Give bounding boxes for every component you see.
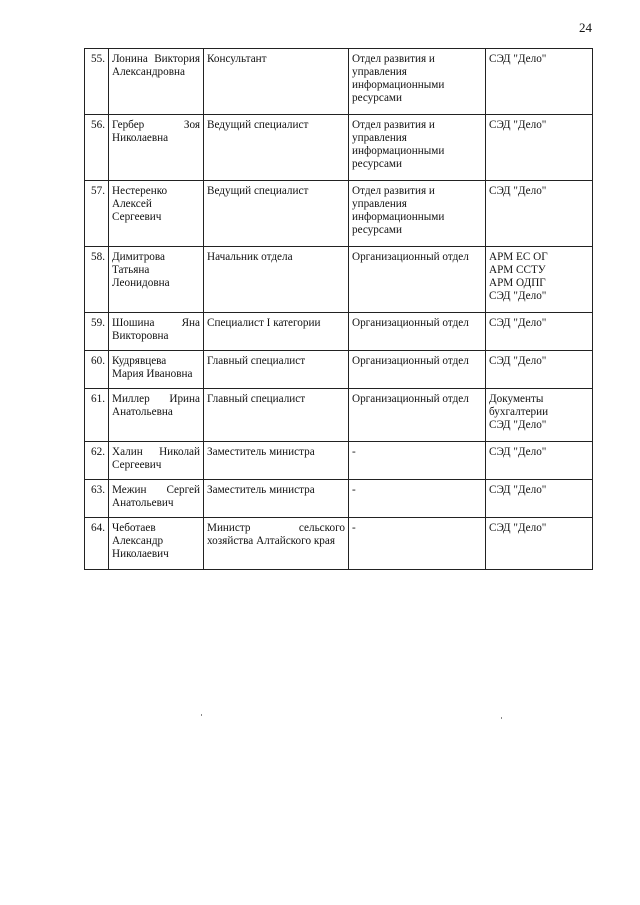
- table-row: [85, 181, 593, 247]
- system-access-list: [486, 247, 593, 313]
- row-number: 63.: [85, 480, 109, 518]
- system-access-list: [486, 181, 593, 247]
- employee-name: Димитрова Татьяна Леонидовна: [109, 247, 204, 313]
- employee-position: Специалист I категории: [204, 313, 349, 351]
- row-number: 56.: [85, 115, 109, 181]
- page-number: 24: [579, 20, 592, 35]
- table-row: [85, 442, 593, 480]
- system-access-item: СЭД "Дело": [489, 119, 547, 131]
- row-number: 60.: [85, 351, 109, 389]
- row-number: 58.: [85, 247, 109, 313]
- system-access-list: [486, 389, 593, 442]
- system-access-item: СЭД "Дело": [489, 185, 547, 197]
- staff-access-table: [84, 48, 593, 570]
- table-row: [85, 389, 593, 442]
- scan-speck: [201, 714, 202, 716]
- employee-name: Гербер Зоя Николаевна: [109, 115, 204, 181]
- employee-name: Халин Николай Сергеевич: [109, 442, 204, 480]
- employee-name: Лонина Виктория Александровна: [109, 49, 204, 115]
- scan-speck: [501, 717, 502, 719]
- system-access-list: [486, 442, 593, 480]
- system-access-item: СЭД "Дело": [489, 355, 547, 367]
- employee-position: Заместитель министра: [204, 480, 349, 518]
- system-access-item: АРМ ЕС ОГ: [489, 251, 548, 263]
- employee-department: Отдел развития и управления информационными ресурсами: [349, 49, 486, 115]
- system-access-item: СЭД "Дело": [489, 290, 547, 302]
- system-access-list: [486, 313, 593, 351]
- staff-table-body: [85, 49, 593, 570]
- employee-position: Главный специалист: [204, 389, 349, 442]
- row-number: 61.: [85, 389, 109, 442]
- system-access-item: СЭД "Дело": [489, 522, 547, 534]
- employee-department: Организационный отдел: [349, 247, 486, 313]
- employee-name: Шошина Яна Викторовна: [109, 313, 204, 351]
- table-row: [85, 351, 593, 389]
- employee-department: Организационный отдел: [349, 351, 486, 389]
- row-number: 59.: [85, 313, 109, 351]
- employee-position: Консультант: [204, 49, 349, 115]
- table-row: [85, 49, 593, 115]
- table-row: [85, 247, 593, 313]
- employee-position: Начальник отдела: [204, 247, 349, 313]
- system-access-list: [486, 115, 593, 181]
- system-access-item: СЭД "Дело": [489, 419, 547, 431]
- table-row: [85, 480, 593, 518]
- table-row: [85, 115, 593, 181]
- employee-department: Отдел развития и управления информационными ресурсами: [349, 181, 486, 247]
- system-access-list: [486, 49, 593, 115]
- table-row: [85, 313, 593, 351]
- row-number: 55.: [85, 49, 109, 115]
- employee-name: Чеботаев Александр Николаевич: [109, 518, 204, 570]
- system-access-item: СЭД "Дело": [489, 484, 547, 496]
- system-access-item: СЭД "Дело": [489, 317, 547, 329]
- employee-department: -: [349, 518, 486, 570]
- employee-name: Кудрявцева Мария Ивановна: [109, 351, 204, 389]
- employee-department: -: [349, 480, 486, 518]
- employee-name: Миллер Ирина Анатольевна: [109, 389, 204, 442]
- employee-name: Межин Сергей Анатольевич: [109, 480, 204, 518]
- employee-department: Организационный отдел: [349, 313, 486, 351]
- employee-department: -: [349, 442, 486, 480]
- employee-name: Нестеренко Алексей Сергеевич: [109, 181, 204, 247]
- system-access-item: СЭД "Дело": [489, 446, 547, 458]
- system-access-item: АРМ ССТУ: [489, 264, 546, 276]
- employee-position: Ведущий специалист: [204, 115, 349, 181]
- employee-position: Министр сельского хозяйства Алтайского края: [204, 518, 349, 570]
- employee-position: Главный специалист: [204, 351, 349, 389]
- system-access-item: СЭД "Дело": [489, 53, 547, 65]
- system-access-item: Документы бухгалтерии: [489, 393, 549, 418]
- employee-department: Отдел развития и управления информационными ресурсами: [349, 115, 486, 181]
- system-access-item: АРМ ОДПГ: [489, 277, 546, 289]
- system-access-list: [486, 518, 593, 570]
- system-access-list: [486, 351, 593, 389]
- row-number: 57.: [85, 181, 109, 247]
- employee-position: Заместитель министра: [204, 442, 349, 480]
- table-row: [85, 518, 593, 570]
- system-access-list: [486, 480, 593, 518]
- employee-department: Организационный отдел: [349, 389, 486, 442]
- row-number: 62.: [85, 442, 109, 480]
- employee-position: Ведущий специалист: [204, 181, 349, 247]
- row-number: 64.: [85, 518, 109, 570]
